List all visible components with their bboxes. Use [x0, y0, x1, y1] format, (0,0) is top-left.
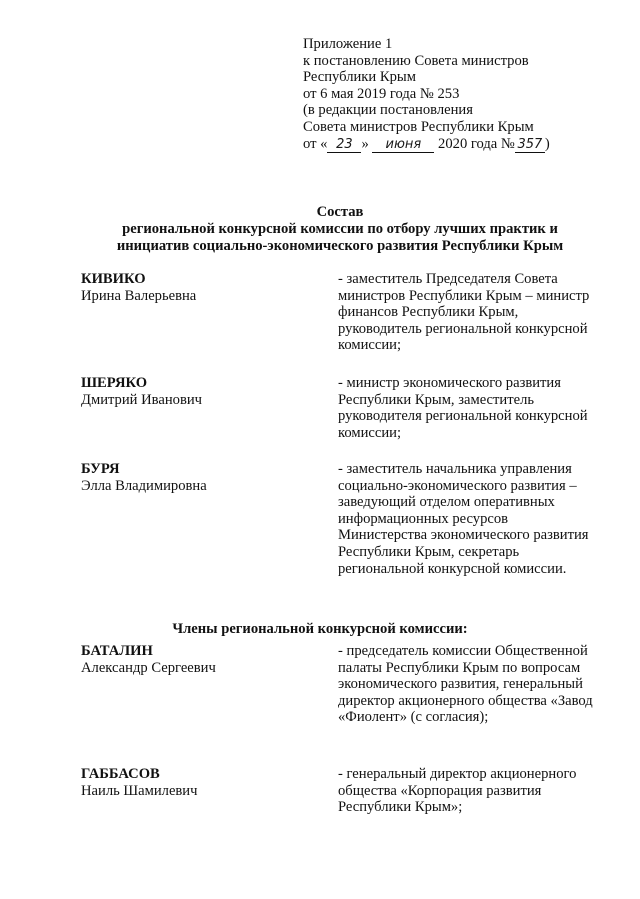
member-surname: КИВИКО — [81, 271, 146, 287]
title-line: региональной конкурсной комиссии по отбору лучших практик и — [122, 221, 558, 237]
document-title — [60, 204, 620, 255]
title-line: инициатив социально-экономического развития Республики Крым — [116, 238, 564, 254]
handwritten-month: июня — [372, 138, 434, 153]
date-prefix: от « — [303, 135, 328, 152]
member-given-name: Ирина Валерьевна — [81, 287, 197, 304]
title-heading: Состав — [316, 204, 364, 220]
handwritten-number: 357 — [515, 138, 545, 153]
member-role: - председатель комиссии Общественной палаты Республики Крым по вопросам экономического развития, генеральный директор акционерного общества «Завод «Фиолент» (с согласия); — [338, 643, 593, 726]
member-role: - заместитель начальника управления социально-экономического развития – заведующий отделом оперативных информационных ресурсов Министерства экономического развития Республики Крым, секретарь региональной конкурсной комиссии. — [338, 461, 589, 577]
member-name — [81, 271, 321, 304]
member-name — [81, 375, 321, 408]
member-role: - заместитель Председателя Совета министров Республики Крым – министр финансов Республики Крым, руководитель региональной конкурсной комиссии; — [338, 271, 590, 354]
appendix-line: Республики Крым — [303, 69, 416, 86]
member-role: - министр экономического развития Республики Крым, заместитель руководителя региональной конкурсной комиссии; — [338, 375, 588, 441]
member-name — [81, 766, 321, 799]
member-given-name: Дмитрий Иванович — [81, 391, 202, 408]
handwritten-day: 23 — [327, 138, 361, 153]
date-suffix: ) — [544, 135, 550, 152]
member-surname: ГАББАСОВ — [81, 766, 160, 782]
amendment-date-line — [303, 136, 603, 153]
appendix-line: Совета министров Республики Крым — [303, 118, 534, 135]
appendix-line: Приложение 1 — [303, 36, 393, 52]
member-name — [81, 643, 321, 676]
member-given-name: Элла Владимировна — [81, 477, 207, 494]
member-surname: БАТАЛИН — [81, 643, 153, 659]
member-surname: ШЕРЯКО — [81, 375, 148, 391]
date-year: 2020 года № — [438, 135, 515, 152]
member-role: - генеральный директор акционерного общества «Корпорация развития Республики Крым»; — [338, 766, 577, 816]
appendix-line: от 6 мая 2019 года № 253 — [303, 85, 460, 102]
date-mid: » — [361, 135, 369, 152]
member-given-name: Наиль Шамилевич — [81, 782, 198, 799]
member-name — [81, 461, 321, 494]
appendix-header — [303, 36, 603, 153]
members-heading: Члены региональной конкурсной комиссии: — [172, 621, 468, 637]
member-surname: БУРЯ — [81, 461, 120, 477]
member-given-name: Александр Сергеевич — [81, 659, 216, 676]
appendix-line: к постановлению Совета министров — [303, 52, 529, 69]
appendix-line: (в редакции постановления — [303, 102, 473, 119]
